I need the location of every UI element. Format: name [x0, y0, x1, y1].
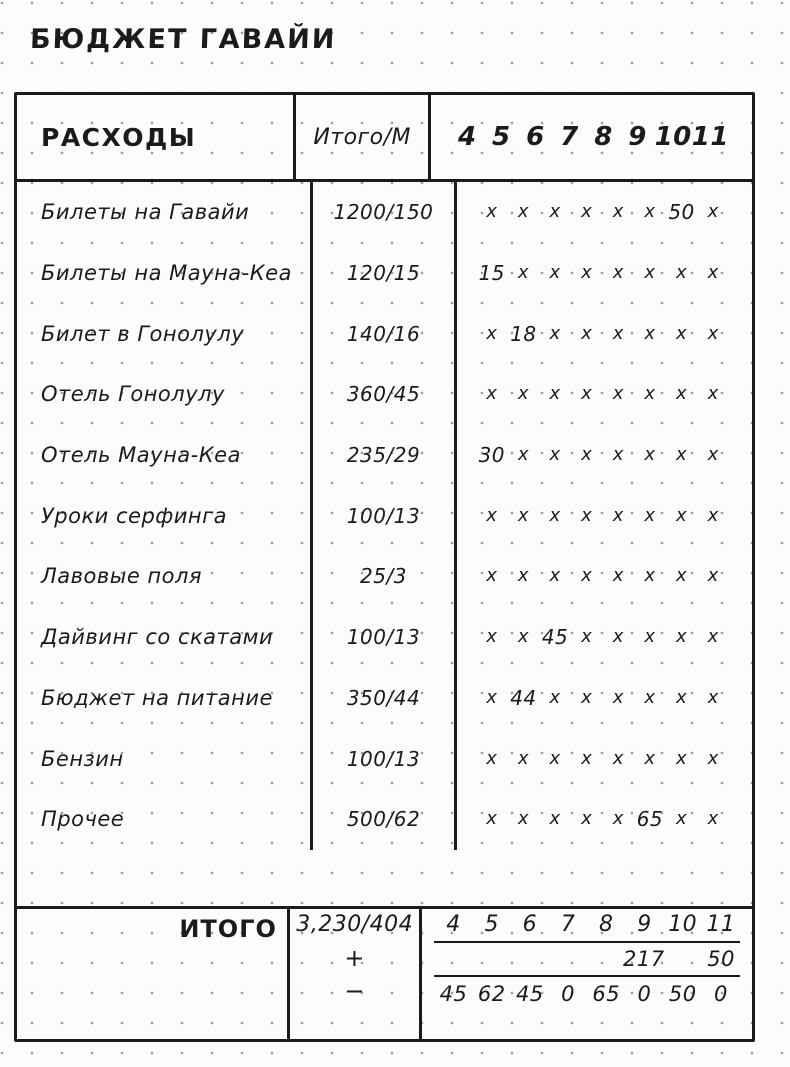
month-number: 5 [484, 912, 499, 937]
paid-x-mark: x [549, 322, 561, 344]
paid-x-mark: x [517, 201, 530, 223]
paid-x-mark: x [707, 686, 719, 708]
paid-x-mark: x [581, 322, 593, 344]
paid-x-mark: x [581, 626, 593, 648]
expense-month-cells [457, 728, 752, 789]
paid-x-mark: x [612, 686, 624, 708]
expense-month-cells [457, 789, 752, 850]
month-number: 4 [446, 912, 461, 937]
expense-month-cells [457, 364, 752, 425]
minus-sign: − [344, 977, 365, 1005]
paid-x-mark: x [486, 383, 498, 405]
expense-label: Отель Гонолулу [17, 364, 313, 425]
paid-x-mark: x [644, 565, 656, 587]
paid-x-mark: x [486, 504, 498, 526]
plus-amount: 50 [707, 946, 735, 971]
paid-x-mark: x [675, 747, 688, 769]
minus-amount: 45 [439, 981, 468, 1006]
calc-plus-row [434, 943, 740, 977]
paid-x-mark: x [612, 808, 624, 830]
paid-x-mark: x [707, 504, 719, 526]
month-number: 8 [594, 122, 613, 152]
expense-total-per-month: 100/13 [313, 485, 457, 546]
paid-x-mark: x [612, 626, 624, 648]
expense-label: Прочее [17, 789, 313, 850]
paid-x-mark: x [707, 565, 719, 587]
col-header-months [431, 95, 752, 179]
paid-x-mark: x [675, 686, 688, 708]
expense-month-cells [457, 425, 752, 486]
minus-amount: 0 [637, 981, 652, 1006]
plus-amount: 217 [622, 946, 665, 971]
expense-month-cells [457, 243, 752, 304]
totals-middle-cell [290, 909, 423, 1039]
expense-total-per-month: 350/44 [313, 668, 457, 729]
expense-total-per-month: 120/15 [313, 243, 457, 304]
paid-x-mark: x [707, 201, 719, 223]
table-body [17, 182, 752, 906]
paid-x-mark: x [675, 262, 688, 284]
totals-label: ИТОГО [179, 915, 277, 943]
totals-label-cell [17, 909, 290, 1039]
plus-sign: + [344, 944, 365, 972]
paid-x-mark: x [486, 808, 498, 830]
paid-x-mark: x [707, 262, 719, 284]
paid-x-mark: x [549, 686, 561, 708]
month-number: 6 [522, 912, 538, 937]
paid-x-mark: x [644, 262, 656, 284]
budget-table [14, 92, 755, 1042]
expense-label: Уроки серфинга [17, 485, 313, 546]
paid-x-mark: x [675, 444, 688, 466]
expense-label: Билеты на Гавайи [17, 182, 313, 243]
month-number: 6 [526, 122, 545, 152]
expense-total-per-month: 140/16 [313, 303, 457, 364]
paid-x-mark: x [675, 565, 688, 587]
paid-x-mark: x [517, 262, 530, 284]
paid-x-mark: x [517, 444, 530, 466]
paid-x-mark: x [675, 383, 688, 405]
month-number: 9 [628, 122, 647, 152]
expense-row [17, 425, 752, 486]
paid-x-mark: x [549, 565, 561, 587]
expense-month-cells [457, 668, 752, 729]
minus-amount: 50 [668, 981, 697, 1006]
month-amount: 15 [478, 261, 506, 286]
paid-x-mark: x [707, 626, 719, 648]
month-amount: 45 [541, 625, 569, 650]
table-header-row [17, 95, 752, 182]
paid-x-mark: x [612, 383, 624, 405]
paid-x-mark: x [707, 322, 719, 344]
paid-x-mark: x [581, 686, 593, 708]
expense-label: Билеты на Мауна-Кеа [17, 243, 313, 304]
minus-amount: 0 [713, 981, 728, 1006]
expense-row [17, 364, 752, 425]
paid-x-mark: x [581, 504, 593, 526]
totals-calc-cell [422, 909, 752, 1039]
paid-x-mark: x [644, 444, 656, 466]
paid-x-mark: x [549, 383, 561, 405]
expense-label: Бюджет на питание [17, 668, 313, 729]
expense-row [17, 668, 752, 729]
month-number: 11 [706, 912, 736, 937]
paid-x-mark: x [486, 626, 498, 648]
paid-x-mark: x [549, 201, 561, 223]
paid-x-mark: x [612, 444, 624, 466]
paid-x-mark: x [675, 322, 688, 344]
month-amount: 30 [478, 443, 506, 468]
paid-x-mark: x [644, 686, 656, 708]
expense-month-cells [457, 607, 752, 668]
expense-month-cells [457, 485, 752, 546]
paid-x-mark: x [707, 444, 719, 466]
paid-x-mark: x [644, 747, 656, 769]
expense-label: Лавовые поля [17, 546, 313, 607]
paid-x-mark: x [675, 808, 688, 830]
expense-total-per-month: 360/45 [313, 364, 457, 425]
paid-x-mark: x [675, 626, 688, 648]
paid-x-mark: x [517, 565, 530, 587]
paid-x-mark: x [707, 747, 719, 769]
paid-x-mark: x [517, 504, 530, 526]
paid-x-mark: x [707, 383, 719, 405]
expense-label: Билет в Гонолулу [17, 303, 313, 364]
paid-x-mark: x [644, 383, 656, 405]
paid-x-mark: x [581, 747, 593, 769]
month-number: 9 [637, 912, 652, 937]
paid-x-mark: x [549, 504, 561, 526]
totals-section [17, 906, 752, 1039]
paid-x-mark: x [644, 626, 656, 648]
expense-month-cells [457, 546, 752, 607]
paid-x-mark: x [612, 201, 624, 223]
col-header-expenses: РАСХОДЫ [17, 95, 296, 179]
expense-label: Дайвинг со скатами [17, 607, 313, 668]
paid-x-mark: x [549, 262, 561, 284]
paid-x-mark: x [644, 322, 656, 344]
month-number: 4 [457, 122, 477, 152]
minus-amount: 65 [592, 981, 621, 1006]
expense-total-per-month: 1200/150 [313, 182, 457, 243]
minus-amount: 45 [516, 981, 544, 1006]
expense-row [17, 243, 752, 304]
paid-x-mark: x [486, 686, 498, 708]
month-number: 5 [492, 122, 511, 152]
month-amount: 65 [636, 807, 664, 832]
expense-label: Бензин [17, 728, 313, 789]
month-amount: 50 [668, 200, 695, 225]
paid-x-mark: x [612, 504, 624, 526]
paid-x-mark: x [612, 747, 624, 769]
paid-x-mark: x [644, 201, 656, 223]
paid-x-mark: x [612, 565, 624, 587]
paid-x-mark: x [581, 383, 593, 405]
expense-row [17, 789, 752, 850]
expense-row [17, 607, 752, 668]
expense-month-cells [457, 303, 752, 364]
paid-x-mark: x [581, 808, 593, 830]
paid-x-mark: x [486, 322, 498, 344]
col-header-total-per-month: Итого/М [296, 95, 431, 179]
expense-label: Отель Мауна-Кеа [17, 425, 313, 486]
paid-x-mark: x [581, 444, 593, 466]
expense-row [17, 546, 752, 607]
paid-x-mark: x [581, 565, 593, 587]
paid-x-mark: x [517, 383, 530, 405]
paid-x-mark: x [549, 747, 561, 769]
minus-amount: 0 [561, 981, 576, 1006]
paid-x-mark: x [549, 808, 561, 830]
paid-x-mark: x [707, 808, 719, 830]
paid-x-mark: x [581, 201, 593, 223]
calc-minus-row [434, 977, 740, 1011]
expense-total-per-month: 500/62 [313, 789, 457, 850]
totals-amount: 3,230/404 [296, 912, 414, 937]
month-number: 10 [668, 912, 698, 937]
minus-amount: 62 [477, 981, 506, 1006]
expense-total-per-month: 235/29 [313, 425, 457, 486]
expense-row [17, 728, 752, 789]
expense-row [17, 182, 752, 243]
expense-total-per-month: 100/13 [313, 607, 457, 668]
month-number: 11 [691, 122, 729, 152]
paid-x-mark: x [486, 565, 498, 587]
month-number: 8 [599, 912, 614, 937]
expense-month-cells [457, 182, 752, 243]
paid-x-mark: x [644, 504, 656, 526]
expense-row [17, 485, 752, 546]
month-number: 10 [654, 122, 692, 152]
paid-x-mark: x [486, 201, 498, 223]
paid-x-mark: x [612, 322, 624, 344]
calc-months-header [434, 909, 740, 943]
paid-x-mark: x [675, 504, 688, 526]
paid-x-mark: x [486, 747, 498, 769]
expense-total-per-month: 100/13 [313, 728, 457, 789]
month-amount: 44 [510, 685, 537, 710]
month-number: 7 [560, 912, 576, 937]
paid-x-mark: x [517, 626, 530, 648]
expense-row [17, 303, 752, 364]
paid-x-mark: x [517, 808, 530, 830]
paid-x-mark: x [517, 747, 530, 769]
month-amount: 18 [510, 321, 537, 346]
expense-total-per-month: 25/3 [313, 546, 457, 607]
paid-x-mark: x [612, 262, 624, 284]
page-title: БЮДЖЕТ ГАВАЙИ [29, 24, 337, 55]
paid-x-mark: x [549, 444, 561, 466]
paid-x-mark: x [581, 262, 593, 284]
month-number: 7 [560, 122, 579, 152]
